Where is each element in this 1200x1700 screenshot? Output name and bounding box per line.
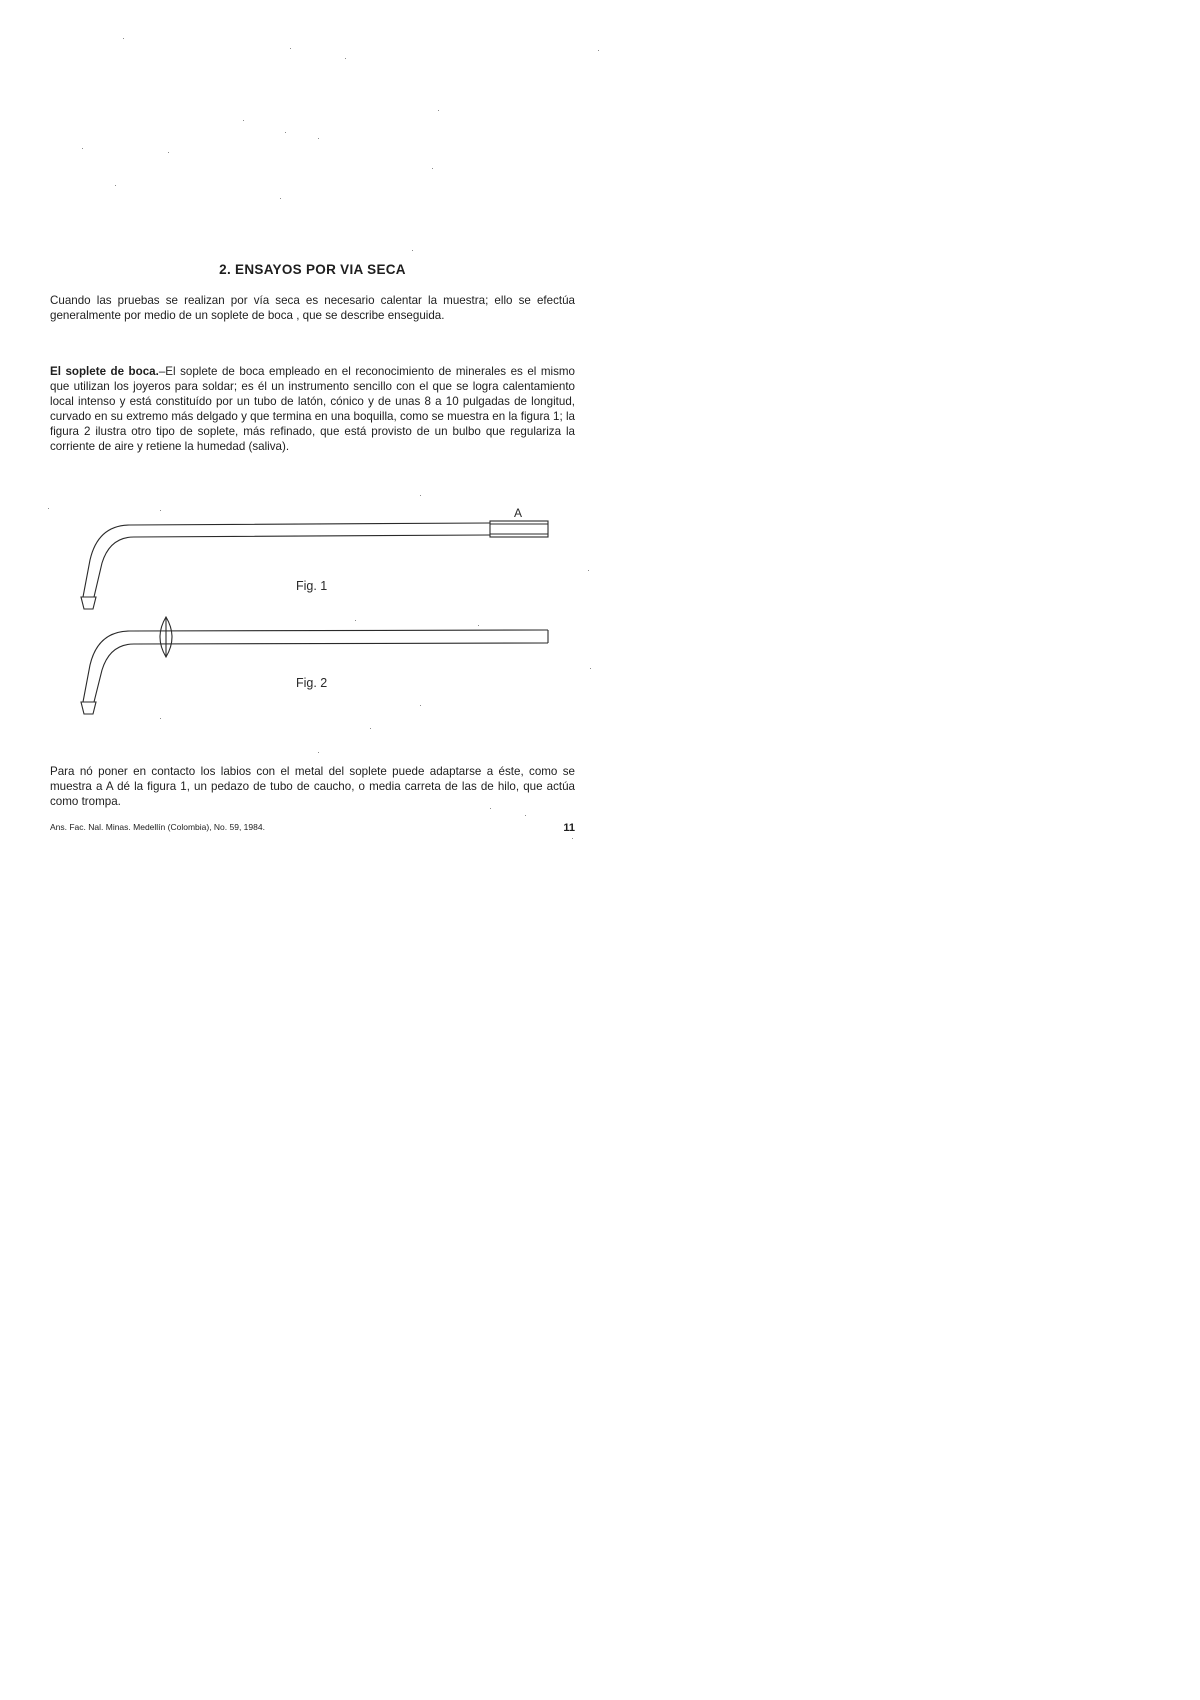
scan-speck	[290, 48, 291, 49]
scan-speck	[478, 625, 479, 626]
blowpipe-paragraph	[50, 364, 575, 454]
scan-speck	[115, 185, 116, 186]
scan-speck	[525, 815, 526, 816]
scan-speck	[598, 50, 599, 51]
scan-speck	[318, 138, 319, 139]
scan-speck	[168, 152, 169, 153]
scan-speck	[318, 752, 319, 753]
scan-speck	[355, 620, 356, 621]
scan-speck	[285, 132, 286, 133]
scan-speck	[345, 58, 346, 59]
scan-speck	[123, 38, 124, 39]
page-footer	[50, 822, 575, 834]
fig2-blowpipe-drawing	[81, 617, 548, 714]
blowpipe-description: –El soplete de boca empleado en el reconocimiento de minerales es el mismo que utilizan los joyeros para soldar; es él un instrumento sencillo con el que se logra calentamiento local intenso y está constituído por un tubo de latón, cónico y de unas 8 a 10 pulgadas de longitud, curvado en su extremo más delgado y que termina en una boquilla, como se muestra en la figura 1; la figura 2 ilustra otro tipo de soplete, más refinado, que está provisto de un bulbo que regulariza la corriente de aire y retiene la humedad (saliva).	[50, 365, 575, 453]
scan-speck	[438, 110, 439, 111]
footer-citation: Ans. Fac. Nal. Minas. Medellín (Colombia), No. 59, 1984.	[50, 822, 265, 832]
scan-speck	[588, 570, 589, 571]
intro-paragraph: Cuando las pruebas se realizan por vía seca es necesario calentar la muestra; ello se efectúa generalmente por medio de un soplete de boca , que se describe enseguida.	[50, 294, 575, 322]
scan-speck	[412, 250, 413, 251]
rubber-tube-paragraph: Para nó poner en contacto los labios con el metal del soplete puede adaptarse a éste, como se muestra a A dé la figura 1, un pedazo de tubo de caucho, o media carreta de las de hilo, que actúa como trompa.	[50, 765, 575, 808]
fig1-blowpipe-drawing	[81, 521, 548, 609]
scan-speck	[82, 148, 83, 149]
scan-speck	[590, 668, 591, 669]
scan-speck	[420, 495, 421, 496]
scan-speck	[48, 508, 49, 509]
section-heading: 2. ENSAYOS POR VIA SECA	[219, 262, 406, 277]
scan-speck	[432, 168, 433, 169]
scan-speck	[420, 705, 421, 706]
scan-speck	[490, 808, 491, 809]
blowpipe-figures	[70, 505, 580, 735]
fig1-label-a: A	[514, 506, 523, 520]
blowpipe-lead-term: El soplete de boca.	[50, 365, 159, 378]
scan-speck	[280, 198, 281, 199]
fig2-caption: Fig. 2	[296, 676, 328, 690]
scan-speck	[243, 120, 244, 121]
scan-speck	[572, 838, 573, 839]
fig1-caption: Fig. 1	[296, 579, 328, 593]
scan-speck	[160, 510, 161, 511]
page-number: 11	[563, 822, 575, 834]
scan-speck	[160, 718, 161, 719]
scan-speck	[370, 728, 371, 729]
